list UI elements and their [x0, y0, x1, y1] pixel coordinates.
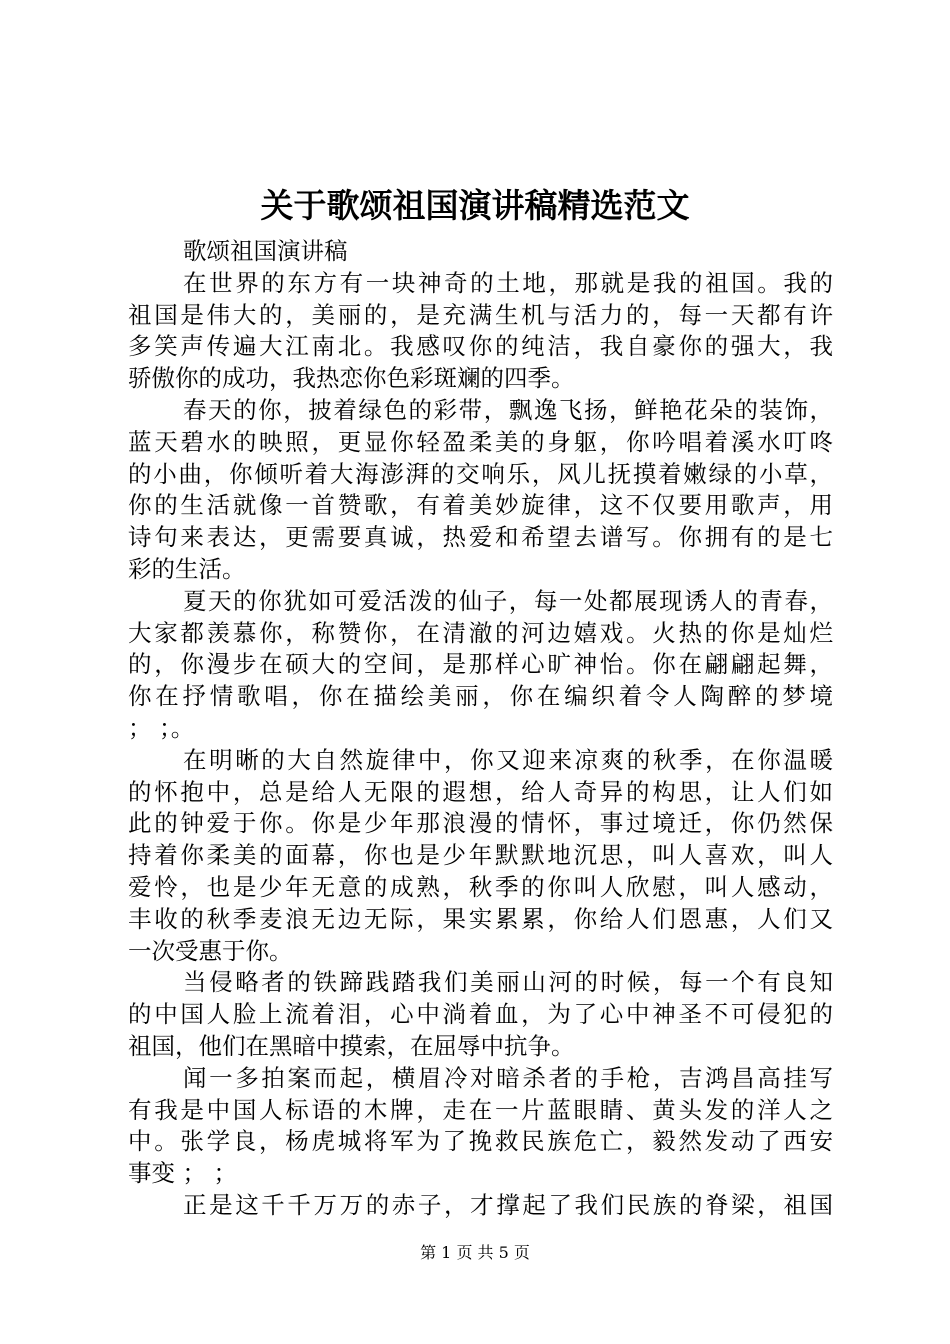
- text-line: 多笑声传遍大江南北。我感叹你的纯洁，我自豪你的强大，我: [128, 332, 833, 361]
- text-line: 的怀抱中，总是给人无限的遐想，给人奇异的构思，让人们如: [128, 777, 833, 806]
- text-line: 丰收的秋季麦浪无边无际，果实累累，你给人们恩惠，人们又: [128, 904, 833, 933]
- text-line: 诗句来表达，更需要真诚，热爱和希望去谱写。你拥有的是七: [128, 523, 833, 552]
- text-line: ； ；。: [128, 713, 195, 742]
- text-line: 中。张学良，杨虎城将军为了挽救民族危亡，毅然发动了西安: [128, 1127, 833, 1156]
- text-line: 一次受惠于你。: [128, 936, 293, 965]
- text-line: 事变 ； ；: [128, 1159, 237, 1188]
- text-line: 爱怜，也是少年无意的成熟，秋季的你叫人欣慰，叫人感动，: [128, 872, 833, 901]
- text-line: 祖国，他们在黑暗中摸索，在屈辱中抗争。: [128, 1031, 575, 1060]
- text-line: 闻一多拍案而起，横眉冷对暗杀者的手枪，吉鸿昌高挂写: [183, 1063, 833, 1092]
- text-line: 有我是中国人标语的木牌，走在一片蓝眼睛、黄头发的洋人之: [128, 1095, 833, 1124]
- text-line: 持着你柔美的面幕，你也是少年默默地沉思，叫人喜欢，叫人: [128, 841, 833, 870]
- text-line: 你在抒情歌唱，你在描绘美丽，你在编织着令人陶醉的梦境: [128, 682, 833, 711]
- text-line: 歌颂祖国演讲稿: [183, 237, 348, 265]
- text-line: 的小曲，你倾听着大海澎湃的交响乐，风儿抚摸着嫩绿的小草，: [128, 459, 833, 488]
- text-line: 蓝天碧水的映照，更显你轻盈柔美的身躯，你吟唱着溪水叮咚: [128, 427, 833, 456]
- text-line: 夏天的你犹如可爱活泼的仙子，每一处都展现诱人的青春，: [183, 586, 833, 615]
- text-line: 你的生活就像一首赞歌，有着美妙旋律，这不仅要用歌声，用: [128, 491, 833, 520]
- text-line: 当侵略者的铁蹄践踏我们美丽山河的时候，每一个有良知: [183, 968, 833, 997]
- text-line: 在明晰的大自然旋律中，你又迎来凉爽的秋季，在你温暖: [183, 745, 833, 774]
- text-line: 此的钟爱于你。你是少年那浪漫的情怀，事过境迁，你仍然保: [128, 809, 833, 838]
- text-line: 的，你漫步在硕大的空间，是那样心旷神怡。你在翩翩起舞，: [128, 650, 833, 679]
- page-footer: 第 1 页 共 5 页: [420, 1243, 530, 1262]
- document-body: [128, 236, 833, 1222]
- text-line: 骄傲你的成功，我热恋你色彩斑斓的四季。: [128, 364, 575, 393]
- text-line: 彩的生活。: [128, 554, 246, 583]
- text-line: 春天的你，披着绿色的彩带，飘逸飞扬，鲜艳花朵的装饰，: [183, 395, 833, 424]
- document-title: 关于歌颂祖国演讲稿精选范文: [260, 186, 690, 225]
- text-line: 在世界的东方有一块神奇的土地，那就是我的祖国。我的: [183, 268, 833, 297]
- text-line: 的中国人脸上流着泪，心中淌着血，为了心中神圣不可侵犯的: [128, 1000, 833, 1029]
- text-line: 大家都羡慕你，称赞你，在清澈的河边嬉戏。火热的你是灿烂: [128, 618, 833, 647]
- text-line: 祖国是伟大的，美丽的，是充满生机与活力的，每一天都有许: [128, 300, 833, 329]
- text-line: 正是这千千万万的赤子，才撑起了我们民族的脊梁，祖国: [183, 1190, 833, 1219]
